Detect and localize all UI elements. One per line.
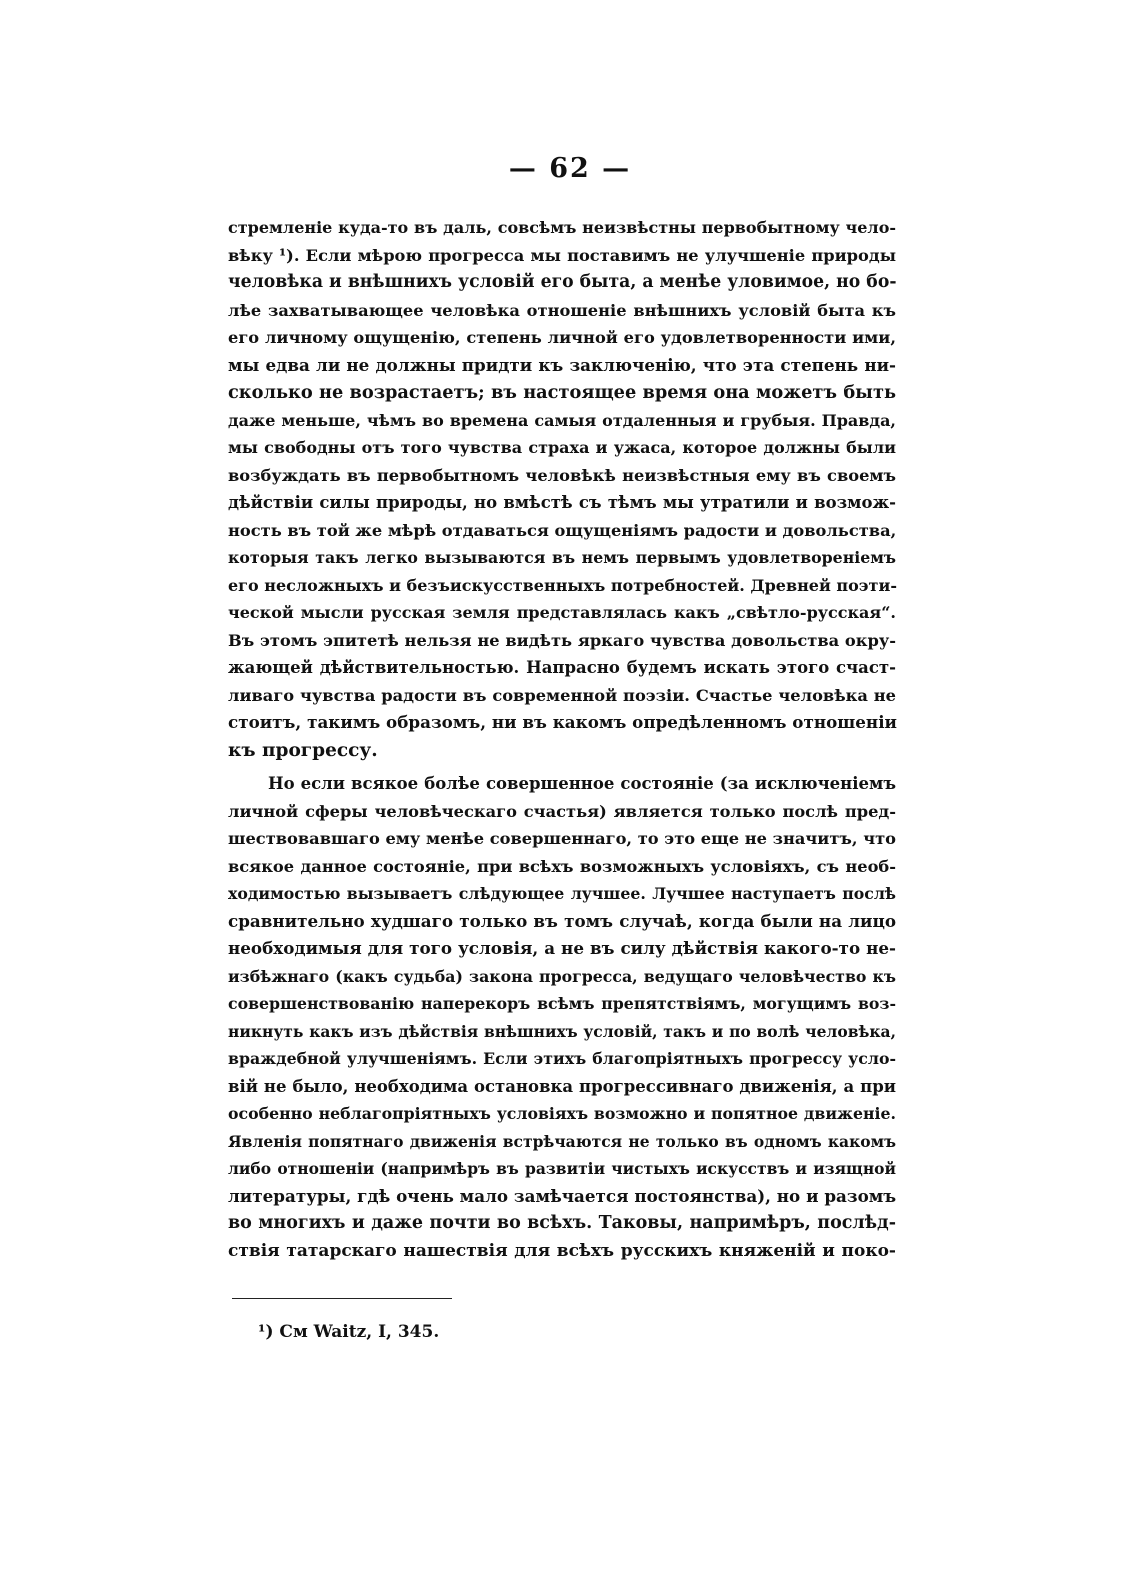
text-line: сравнительно худшаго только въ томъ случаѣ, когда были на лицо bbox=[228, 910, 896, 931]
text-line: либо отношеніи (напримѣръ въ развитіи чистыхъ искусствъ и изящной bbox=[228, 1159, 896, 1178]
text-line: совершенствованію наперекоръ всѣмъ препятствіямъ, могущимъ воз- bbox=[228, 994, 896, 1013]
text-line: сколько не возрастаетъ; въ настоящее время она можетъ быть bbox=[228, 382, 896, 403]
text-line: во многихъ и даже почти во всѣхъ. Таковы, напримѣръ, послѣд- bbox=[228, 1213, 896, 1233]
main-text bbox=[228, 214, 896, 1265]
text-line: шествовавшаго ему менѣе совершеннаго, то это еще не значитъ, что bbox=[228, 829, 896, 848]
text-line: стремленіе куда-то въ даль, совсѣмъ неизвѣстны первобытному чело- bbox=[228, 218, 896, 237]
text-line: мы свободны отъ того чувства страха и ужаса, которое должны были bbox=[228, 438, 896, 457]
text-line: ствія татарскаго нашествія для всѣхъ русскихъ княженій и поко- bbox=[228, 1240, 896, 1261]
text-line: особенно неблагопріятныхъ условіяхъ возможно и попятное движеніе. bbox=[228, 1104, 896, 1123]
text-line: вій не было, необходима остановка прогрессивнаго движенія, а при bbox=[228, 1076, 896, 1096]
text-line: ность въ той же мѣрѣ отдаваться ощущеніямъ радости и довольства, bbox=[228, 520, 897, 540]
text-line: Но если всякое болѣе совершенное состояніе (за исключеніемъ bbox=[268, 774, 896, 793]
text-line: дѣйствіи силы природы, но вмѣстѣ съ тѣмъ мы утратили и возмож- bbox=[228, 493, 896, 512]
text-line: всякое данное состояніе, при всѣхъ возможныхъ условіяхъ, съ необ- bbox=[228, 856, 896, 876]
paragraph-1 bbox=[228, 214, 896, 764]
text-line: Явленія попятнаго движенія встрѣчаются не только въ одномъ какомъ bbox=[228, 1131, 896, 1151]
text-line: которыя такъ легко вызываются въ немъ первымъ удовлетвореніемъ bbox=[228, 548, 896, 567]
text-line: возбуждать въ первобытномъ человѣкѣ неизвѣстныя ему въ своемъ bbox=[228, 465, 896, 485]
text-line: никнуть какъ изъ дѣйствія внѣшнихъ условій, такъ и по волѣ человѣка, bbox=[228, 1021, 896, 1041]
text-line: ческой мысли русская земля представлялась какъ „свѣтло-русская“. bbox=[228, 603, 896, 622]
footnote bbox=[258, 1322, 439, 1342]
text-line: его несложныхъ и безъискусственныхъ потребностей. Древней поэти- bbox=[228, 575, 897, 595]
text-line: лѣе захватывающее человѣка отношеніе внѣшнихъ условій быта къ bbox=[228, 300, 896, 320]
text-line: вѣку ¹). Если мѣрою прогресса мы поставимъ не улучшеніе природы bbox=[228, 245, 896, 265]
footnote-divider bbox=[232, 1298, 452, 1299]
footnote-text: См Waitz, I, 345. bbox=[279, 1322, 440, 1342]
text-line: личной сферы человѣческаго счастья) является только послѣ пред- bbox=[228, 801, 896, 821]
text-line: необходимыя для того условія, а не въ силу дѣйствія какого-то не- bbox=[228, 938, 896, 958]
text-line: враждебной улучшеніямъ. Если этихъ благопріятныхъ прогрессу усло- bbox=[228, 1049, 896, 1068]
text-line: жающей дѣйствительностью. Напрасно будемъ искать этого счаст- bbox=[228, 658, 896, 677]
text-line: избѣжнаго (какъ судьба) закона прогресса, ведущаго человѣчество къ bbox=[228, 966, 896, 986]
text-line: Въ этомъ эпитетѣ нельзя не видѣть яркаго чувства довольства окру- bbox=[228, 630, 896, 650]
text-line: мы едва ли не должны придти къ заключенію, что эта степень ни- bbox=[228, 354, 896, 375]
text-line: стоитъ, такимъ образомъ, ни въ какомъ опредѣленномъ отношеніи bbox=[228, 712, 897, 732]
footnote-marker: ¹) bbox=[258, 1322, 274, 1342]
text-line: ливаго чувства радости въ современной поэзіи. Счастье человѣка не bbox=[228, 685, 896, 705]
text-line: литературы, гдѣ очень мало замѣчается постоянства), но и разомъ bbox=[228, 1185, 897, 1206]
page-number: — 62 — bbox=[508, 153, 632, 184]
text-line: человѣка и внѣшнихъ условій его быта, а менѣе уловимое, но бо- bbox=[228, 272, 897, 292]
text-line: даже меньше, чѣмъ во времена самыя отдаленныя и грубыя. Правда, bbox=[228, 410, 896, 430]
text-line: его личному ощущенію, степень личной его удовлетворенности ими, bbox=[228, 328, 896, 347]
text-line: ходимостью вызываетъ слѣдующее лучшее. Лучшее наступаетъ послѣ bbox=[228, 884, 896, 903]
paragraph-2 bbox=[228, 770, 896, 1265]
text-line: къ прогрессу. bbox=[228, 739, 378, 761]
